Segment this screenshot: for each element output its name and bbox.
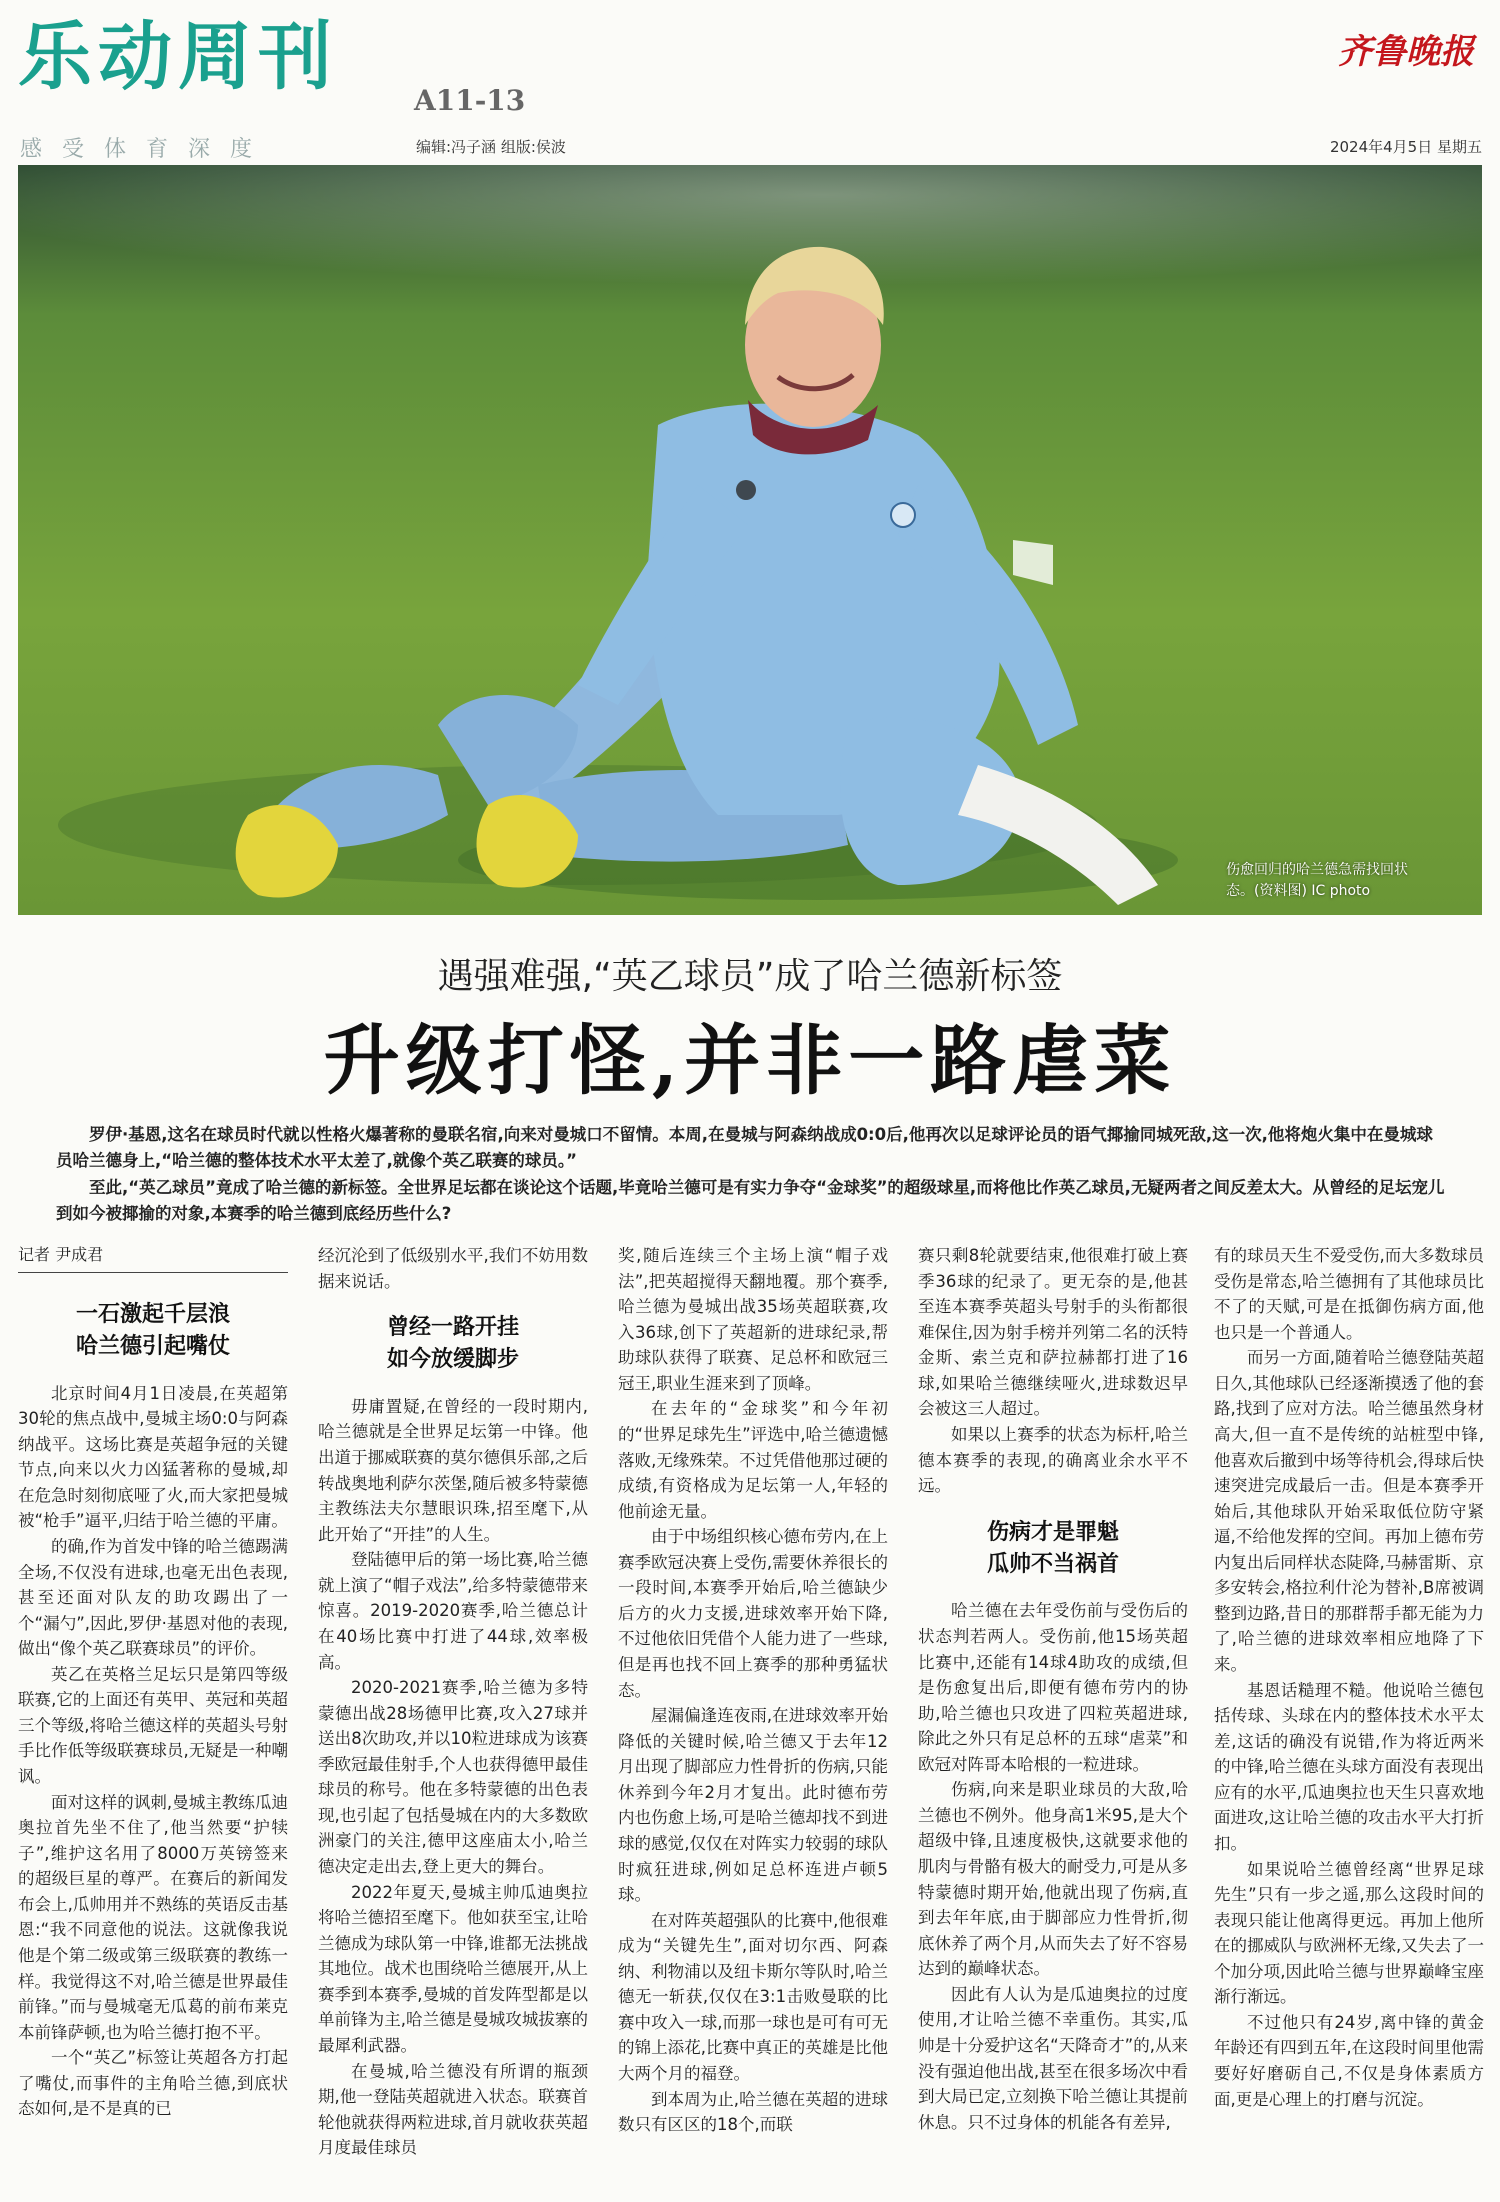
reporter-byline: 记者 尹成君 <box>18 1243 288 1273</box>
body-paragraph: 屋漏偏逢连夜雨,在进球效率开始降低的关键时候,哈兰德又于去年12月出现了脚部应力性骨折的伤病,只能休养到今年2月才复出。此时德布劳内也伤愈上场,可是哈兰德却找不到进球的感觉,仅仅在对阵实力较弱的球队时疯狂进球,例如足总杯连进卢顿5球。 <box>618 1706 888 1905</box>
body-paragraph: 在曼城,哈兰德没有所谓的瓶颈期,他一登陆英超就进入状态。联赛首轮他就获得两粒进球,首月就收获英超月度最佳球员 <box>318 2061 588 2158</box>
text-column-4 <box>918 1243 1188 2193</box>
article-lead <box>56 1122 1448 1228</box>
body-paragraph: 登陆德甲后的第一场比赛,哈兰德就上演了“帽子戏法”,给多特蒙德带来惊喜。2019-2020赛季,哈兰德总计在40场比赛中打进了44球,效率极高。 <box>318 1550 588 1672</box>
section-heading: 伤病才是罪魁 瓜帅不当祸首 <box>986 1518 1119 1577</box>
body-paragraph: 在去年的“金球奖”和今年初的“世界足球先生”评选中,哈兰德遗憾落败,无缘殊荣。不过凭借他那过硬的成绩,有资格成为足坛第一人,年轻的他前途无量。 <box>618 1399 888 1521</box>
body-paragraph: 不过他只有24岁,离中锋的黄金年龄还有四到五年,在这段时间里他需要好好磨砺自己,不仅是身体素质方面,更是心理上的打磨与沉淀。 <box>1214 2012 1484 2109</box>
issue-date: 2024年4月5日 星期五 <box>1329 138 1482 156</box>
text-column-1 <box>18 1243 288 2193</box>
body-paragraph: 的确,作为首发中锋的哈兰德踢满全场,不仅没有进球,也毫无出色表现,甚至还面对队友的助攻踢出了一个“漏勺”,因此,罗伊·基恩对他的表现,做出“像个英乙联赛球员”的评价。 <box>18 1536 288 1659</box>
body-paragraph: 2020-2021赛季,哈兰德为多特蒙德出战28场德甲比赛,攻入27球并送出8次助攻,并以10粒进球成为该赛季欧冠最佳射手,个人也获得德甲最佳球员的称号。他在多特蒙德的出色表现,也引起了包括曼城在内的大多数欧洲豪门的关注,德甲这座庙太小,哈兰德决定走出去,登上更大的舞台。 <box>318 1678 588 1877</box>
text-column-5 <box>1214 1243 1484 2193</box>
body-paragraph: 奖,随后连续三个主场上演“帽子戏法”,把英超搅得天翻地覆。那个赛季,哈兰德为曼城出战35场英超联赛,攻入36球,创下了英超新的进球纪录,帮助球队获得了联赛、足总杯和欧冠三冠王,职业生涯来到了顶峰。 <box>618 1246 888 1393</box>
body-paragraph: 如果说哈兰德曾经离“世界足球先生”只有一步之遥,那么这段时间的表现只能让他离得更远。再加上他所在的挪威队与欧洲杯无缘,又失去了一个加分项,因此哈兰德与世界巅峰宝座渐行渐远。 <box>1214 1859 1484 2007</box>
body-paragraph: 哈兰德在去年受伤前与受伤后的状态判若两人。受伤前,他15场英超比赛中,还能有14球4助攻的成绩,但是伤愈复出后,即便有德布劳内的协助,哈兰德也只攻进了四粒英超进球,除此之外只有足总杯的五球“虐菜”和欧冠对阵哥本哈根的一粒进球。 <box>918 1601 1188 1774</box>
body-paragraph: 因此有人认为是瓜迪奥拉的过度使用,才让哈兰德不幸重伤。其实,瓜帅是十分爱护这名“天降奇才”的,从来没有强迫他出战,甚至在很多场次中看到大局已定,立刻换下哈兰德让其提前休息。只不过身体的机能各有差异, <box>918 1984 1188 2132</box>
body-paragraph: 2022年夏天,曼城主帅瓜迪奥拉将哈兰德招至麾下。他如获至宝,让哈兰德成为球队第一中锋,谁都无法挑战其地位。战术也围绕哈兰德展开,从上赛季到本赛季,曼城的首发阵型都是以单前锋为主,哈兰德是曼城攻城拔寨的最犀利武器。 <box>318 1882 588 2055</box>
body-paragraph: 如果以上赛季的状态为标杆,哈兰德本赛季的表现,的确离业余水平不远。 <box>918 1424 1188 1496</box>
body-paragraph: 伤病,向来是职业球员的大敌,哈兰德也不例外。他身高1米95,是大个超级中锋,且速度极快,这就要求他的肌肉与骨骼有极大的耐受力,可是从多特蒙德时期开始,他就出现了伤病,直到去年年底,由于脚部应力性骨折,彻底休养了两个月,从而失去了好不容易达到的巅峰状态。 <box>918 1780 1188 1979</box>
body-paragraph: 在对阵英超强队的比赛中,他很难成为“关键先生”,面对切尔西、阿森纳、利物浦以及纽卡斯尔等队时,哈兰德无一斩获,仅仅在3:1击败曼联的比赛中攻入一球,而那一球也是可有可无的锦上添花,比赛中真正的英雄是比他大两个月的福登。 <box>618 1910 888 2083</box>
section-tagline: 感受体育深度 <box>20 137 273 162</box>
newspaper-logo: 齐鲁晚报 <box>1338 32 1474 72</box>
lead-photo <box>18 165 1482 915</box>
editor-credits: 编辑:冯子涵 组版:侯波 <box>416 138 566 156</box>
body-paragraph: 经沉沦到了低级别水平,我们不妨用数据来说话。 <box>318 1246 588 1291</box>
body-paragraph: 面对这样的讽刺,曼城主教练瓜迪奥拉首先坐不住了,他当然要“护犊子”,维护这名用了8000万英镑签来的超级巨星的尊严。在赛后的新闻发布会上,瓜帅用并不熟练的英语反击基恩:“我不同意他的说法。这就像我说他是个第二级或第三级联赛的教练一样。我觉得这不对,哈兰德是世界最佳前锋。”而与曼城毫无瓜葛的前布莱克本前锋萨顿,也为哈兰德打抱不平。 <box>18 1792 288 2042</box>
section-title: 乐动周刊 <box>18 14 338 100</box>
photo-caption: 伤愈回归的哈兰德急需找回状态。(资料图) IC photo <box>1226 862 1408 899</box>
lead-paragraph: 罗伊·基恩,这名在球员时代就以性格火爆著称的曼联名宿,向来对曼城口不留情。本周,在曼城与阿森纳战成0:0后,他再次以足球评论员的语气揶揄同城死敌,这一次,他将炮火集中在曼城球员哈兰德身上,“哈兰德的整体技术水平太差了,就像个英乙联赛的球员。” <box>56 1125 1433 1171</box>
text-column-3 <box>618 1243 888 2193</box>
body-paragraph: 北京时间4月1日凌晨,在英超第30轮的焦点战中,曼城主场0:0与阿森纳战平。这场比赛是英超争冠的关键节点,向来以火力凶猛著称的曼城,却在危急时刻彻底哑了火,而大家把曼城被“枪手”逼平,归结于哈兰德的平庸。 <box>18 1383 288 1531</box>
body-paragraph: 毋庸置疑,在曾经的一段时期内,哈兰德就是全世界足坛第一中锋。他出道于挪威联赛的莫尔德俱乐部,之后转战奥地利萨尔茨堡,随后被多特蒙德主教练法夫尔慧眼识珠,招至麾下,从此开始了“开挂”的人生。 <box>318 1396 588 1544</box>
body-paragraph: 赛只剩8轮就要结束,他很难打破上赛季36球的纪录了。更无奈的是,他甚至连本赛季英超头号射手的头衔都很难保住,因为射手榜并列第二名的沃特金斯、索兰克和萨拉赫都打进了16球,如果哈兰德继续哑火,进球数迟早会被这三人超过。 <box>918 1246 1188 1419</box>
lead-paragraph: 至此,“英乙球员”竟成了哈兰德的新标签。全世界足坛都在谈论这个话题,毕竟哈兰德可是有实力争夺“金球奖”的超级球星,而将他比作英乙球员,无疑两者之间反差太大。从曾经的足坛宠儿到如今被揶揄的对象,本赛季的哈兰德到底经历些什么? <box>56 1177 1445 1224</box>
section-heading: 一石激起千层浪 哈兰德引起嘴仗 <box>75 1300 230 1359</box>
body-paragraph: 由于中场组织核心德布劳内,在上赛季欧冠决赛上受伤,需要休养很长的一段时间,本赛季开始后,哈兰德缺少后方的火力支援,进球效率开始下降,不过他依旧凭借个人能力进了一些球,但是再也找不回上赛季的那种勇猛状态。 <box>618 1527 888 1700</box>
masthead <box>18 14 1482 162</box>
body-paragraph: 英乙在英格兰足坛只是第四等级联赛,它的上面还有英甲、英冠和英超三个等级,将哈兰德这样的英超头号射手比作低等级联赛球员,无疑是一种嘲讽。 <box>18 1664 288 1787</box>
body-paragraph: 有的球员天生不爱受伤,而大多数球员受伤是常态,哈兰德拥有了其他球员比不了的天赋,可是在抵御伤病方面,他也只是一个普通人。 <box>1214 1246 1484 1342</box>
page-number: A11-13 <box>414 84 526 117</box>
article-subhead: 遇强难强,“英乙球员”成了哈兰德新标签 <box>437 956 1063 997</box>
body-paragraph: 而另一方面,随着哈兰德登陆英超日久,其他球队已经逐渐摸透了他的套路,找到了应对方法。哈兰德虽然身材高大,但一直不是传统的站桩型中锋,他喜欢后撤到中场等待机会,得球后快速突进完成最后一击。但是本赛季开始后,其他球队开始采取低位防守紧逼,不给他发挥的空间。再加上德布劳内复出后同样状态陡降,马赫雷斯、京多安转会,格拉利什沦为替补,B席被调整到边路,昔日的那群帮手都无能为力了,哈兰德的进球效率相应地降了下来。 <box>1214 1348 1484 1674</box>
article-headline: 升级打怪,并非一路虐菜 <box>323 1016 1177 1105</box>
body-paragraph: 到本周为止,哈兰德在英超的进球数只有区区的18个,而联 <box>618 2089 888 2135</box>
text-column-2 <box>318 1243 588 2193</box>
body-paragraph: 基恩话糙理不糙。他说哈兰德包括传球、头球在内的整体技术水平太差,这话的确没有说错,作为将近两米的中锋,哈兰德在头球方面没有表现出应有的水平,瓜迪奥拉也天生只喜欢地面进攻,这让哈兰德的攻击水平大打折扣。 <box>1214 1680 1484 1853</box>
footballer-illustration <box>18 165 1482 915</box>
body-paragraph: 一个“英乙”标签让英超各方打起了嘴仗,而事件的主角哈兰德,到底状态如何,是不是真的已 <box>18 2048 288 2119</box>
section-heading: 曾经一路开挂 如今放缓脚步 <box>386 1314 519 1373</box>
